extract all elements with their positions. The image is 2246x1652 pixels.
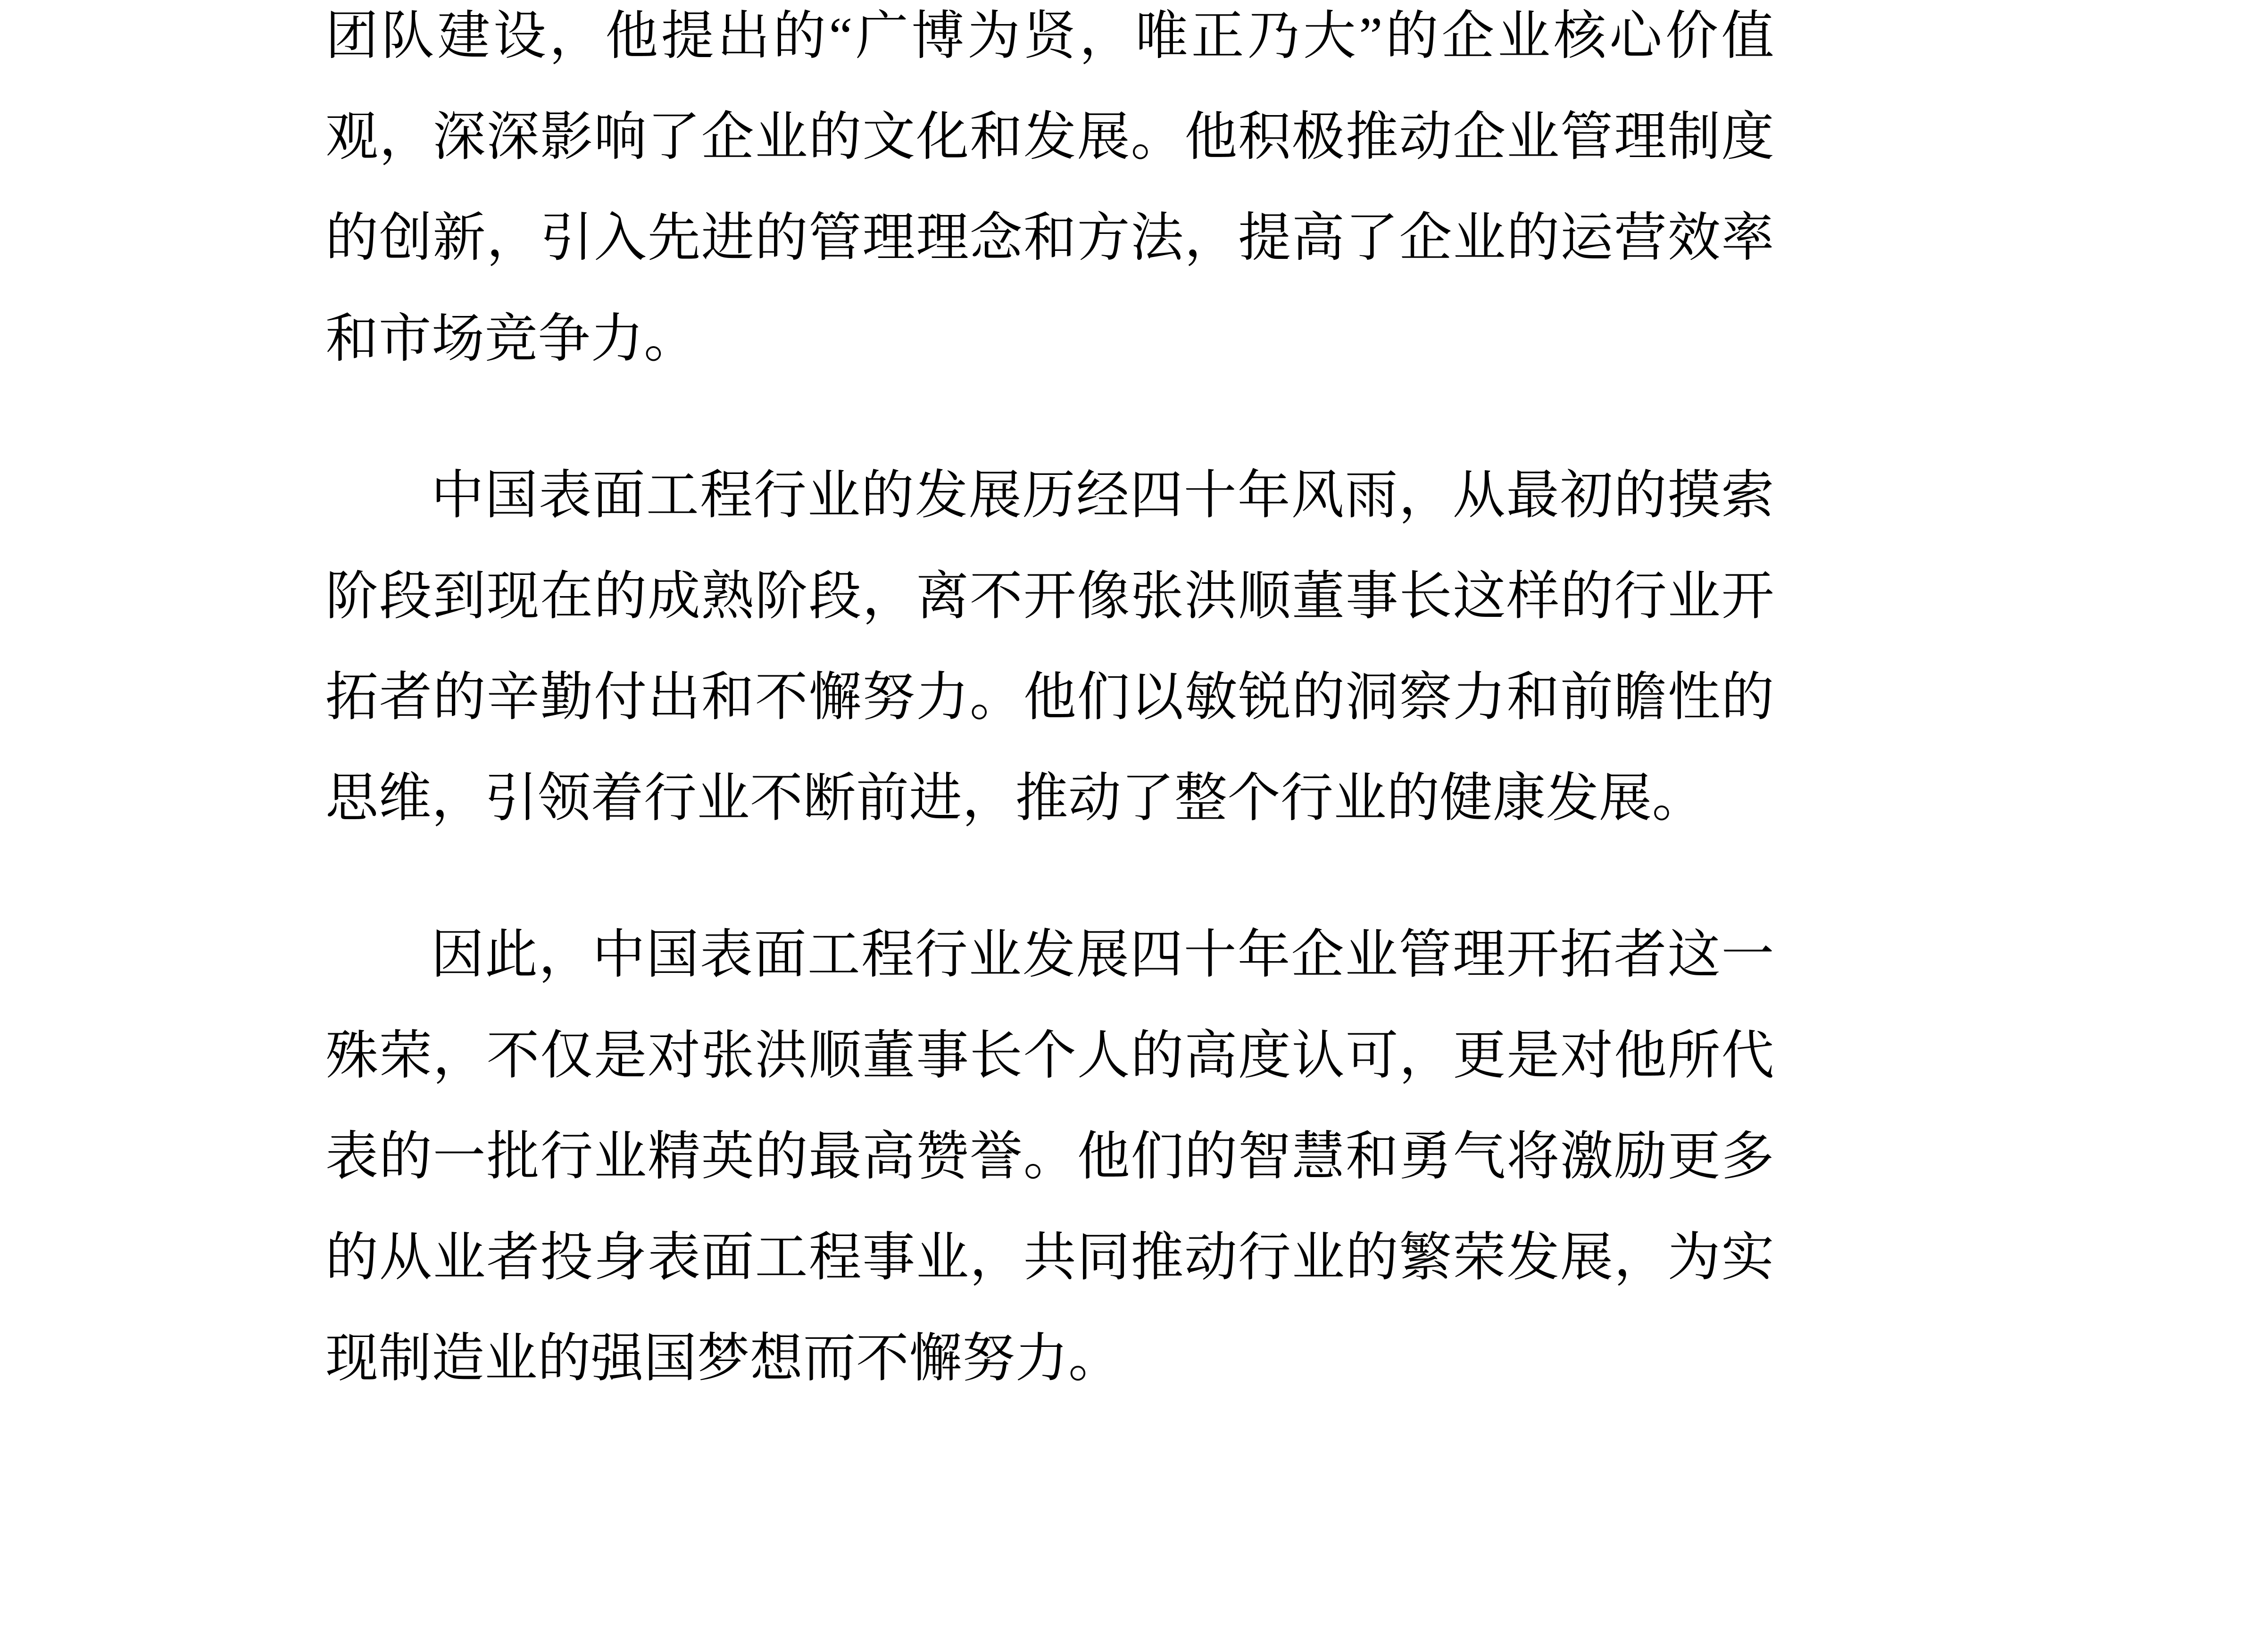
paragraph-3: 因此，中国表面工程行业发展四十年企业管理开拓者这一殊荣，不仅是对张洪顺董事长个人的高度认可，更是对他所代表的一批行业精英的最高赞誉。他们的智慧和勇气将激励更多的从业者投身表面工程事业，共同推动行业的繁荣发展，为实现制造业的强国梦想而不懈努力。 — [325, 926, 1774, 1388]
paragraph-1: 团队建设，他提出的“广博为贤，唯正乃大”的企业核心价值观，深深影响了企业的文化和发展。他积极推动企业管理制度的创新，引入先进的管理理念和方法，提高了企业的运营效率和市场竞争力。 — [325, 7, 1774, 368]
paragraph-2: 中国表面工程行业的发展历经四十年风雨，从最初的摸索阶段到现在的成熟阶段，离不开像张洪顺董事长这样的行业开拓者的辛勤付出和不懈努力。他们以敏锐的洞察力和前瞻性的思维，引领着行业不断前进，推动了整个行业的健康发展。 — [325, 466, 1774, 828]
document-body — [325, 0, 1774, 1409]
